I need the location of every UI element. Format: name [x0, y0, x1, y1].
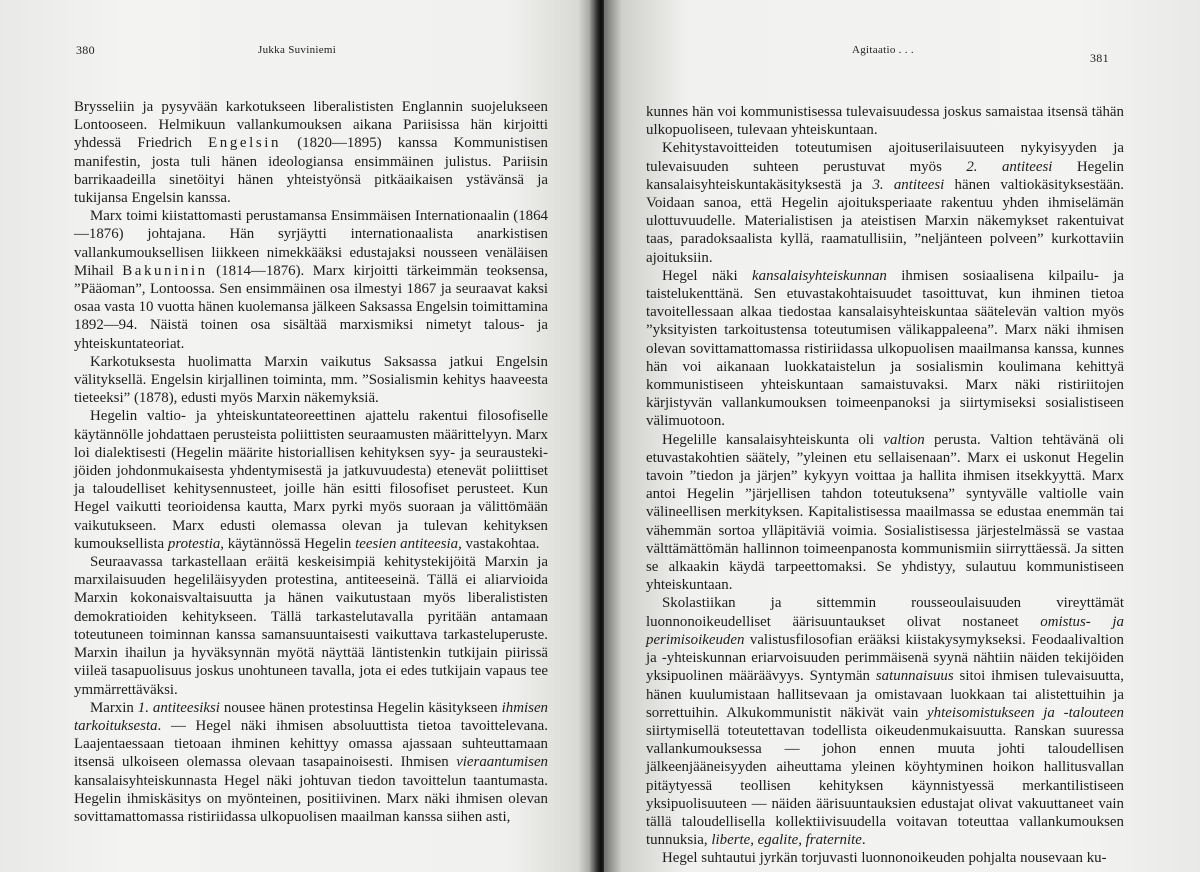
- italic-term: kansalaisyhteiskunnan: [752, 267, 887, 284]
- paragraph: Skolastiikan ja sittemmin rousseoulaisuuden vireyttämät luonnonoikeudelliset äärisuuntaukset olivat nostaneet omistus- ja perimisoikeuden valistusfilosofian erääksi kiistakysymykseksi. Feodaalivaltion ja -yhteiskunnan eriarvoisuuden perimmäisenä syynä nähtiin näiden tekijöiden yksipuolinen määräävyys. Syntymän satunnaisuus sitoi ihmisen tulevaisuutta, hänen kuulumistaan hallitsevaan ja omistavaan luokkaan tai alistettuihin ja sorrettuihin. Alkukommunistit näkivät vain yhteisomistukseen ja -talouteen siirtymisellä toteutettavan todellista oikeudenmukaisuutta. Ranskan suuressa vallankumouksessa — johon ennen muuta johti taloudellisen jälkeenjääneisyyden aiheuttama yleinen köyhtyminen hoikon hallitusvallan pitäytyessä teollisen kehityksen käynnistyessä merkantilistiseen yksipuolisuuteen — näiden äärisuuntauksien edustajat olivat vakuuttaneet vain tällä taloudellisella kollektiivisuudella voitavan toteuttaa vallankumouksen tunnuksia, liberte, egalite, fraternite.: [646, 595, 1124, 849]
- paragraph: Karkotuksesta huolimatta Marxin vaikutus Saksassa jatkui Engelsin välityksellä. Engelsin kirjallinen toiminta, mm. ”Sosialismin kehitys haaveesta tieteeksi” (1878), edusti myös Marxin näkemyksiä.: [74, 353, 548, 407]
- right-page: [604, 0, 1200, 872]
- paragraph: Seuraavassa tarkastellaan eräitä keskeisimpiä kehitystekijöitä Marxin ja marxilaisuuden hegeliläisyyden protestina, antiteeseinä. Tällä ei aliarvioida Marxin kokonaisvaltaisuutta ja hänen vaikutustaan myös liberalististen demokratioiden kehitykseen. Tällä tarkastelutavalla pyritään antamaan toteutuneen toiminnan kanssa samansuuntaisesti vaikuttava tarkasteluperuste. Marxin ihailun ja hyväksynnän myötä näyttää läntistenkin tutkijain piirissä viileä tasapuolisuus joskus unohtuneen tavalla, jota ei edes tutkijain vapaus tee ymmärrettäväksi.: [74, 554, 548, 698]
- running-title: Jukka Suviniemi: [258, 44, 337, 56]
- paragraph: Hegel näki kansalaisyhteiskunnan ihmisen sosiaalisena kilpailu- ja taistelukenttänä. Sen etuvastakohtaisuudet tasoittuvat, kun ihminen tietoa tavoitellessaan alkaa tiedostaa kansalaisyhteiskuntaa säätelevän valtion myös ”yksityisten tarkoitustensa toteutumisen välikappaleena”. Marx näki ihmisen olevan sovittamattomassa ristiriidassa ulkopuolisen maailmansa kanssa, kunnes hän voi aikanaan luokkataistelun ja sosialismin koulimana kehittyä kommunistiseen yhteiskuntaan samaistuvaksi. Marx näki ristiriitojen kärjistyvän vallankumouksen toimeenpanoksi ja siirtymiseksi sosialistiseen välimuotoon.: [646, 267, 1124, 430]
- paragraph: Marx toimi kiistattomasti perustamansa Ensimmäisen Internationaalin (1864—1876) johtajana. Hän syrjäytti internationaalista anarkistisen vallankumouksellisen liikkeen nimekkääksi edustajaksi nousseen venäläisen Mihail Bakuninin (1814—1876). Marx kirjoitti tärkeimmän teoksensa, ”Pääoman”, Lontoossa. Sen ensimmäinen osa ilmestyi 1867 ja seuraavat kaksi osaa vasta 10 vuotta hänen kuolemansa jälkeen Saksassa Engelsin toimittamina 1892—94. Näistä toinen osa sisältää marxismiksi nimetyt talous- ja yhteiskuntateoriat.: [74, 208, 548, 352]
- italic-term: protestia: [167, 535, 221, 552]
- italic-term: vieraantumisen: [456, 754, 548, 771]
- body-text: [646, 103, 1124, 868]
- paragraph: Hegel suhtautui jyrkän torjuvasti luonnonoikeuden pohjalta nousevaan ku-: [662, 850, 1107, 867]
- left-page: [0, 0, 596, 872]
- paragraph: Hegelin valtio- ja yhteiskuntateoreettinen ajattelu rakentui filosofiselle käytännölle johdattaen perusteista poliittisten seuraamusten määrittelyyn. Marx loi dialektisesti (Hegelin määrite historiallisen kehityksen syy- ja seuraustekijöiden johdonmukaisesta yhdentymisestä ja jatkuvuudesta) etenevät poliittiset ja taloudelliset kehitysennusteet, joille hän esitti filosofiset perusteet. Kun Hegel vaikutti teorioidensa kautta, Marx pyrki myös suoraan ja välittömään vaikutukseen. Marx edusti olemassa olevan ja tulevan kehityksen kumouksellista protestia, käytännössä Hegelin teesien antiteesia, vastakohtaa.: [74, 408, 548, 552]
- spaced-name: Bakuninin: [122, 262, 208, 279]
- italic-term: ihmisen tarkoituksesta: [74, 699, 548, 734]
- paragraph: kunnes hän voi kommunistisessa tulevaisuudessa joskus samaistaa itsensä tähän ulkopuoliseen, tulevaan yhteiskuntaan.: [646, 104, 1124, 139]
- italic-term: valtion: [883, 431, 925, 448]
- italic-term: omistus- ja perimisoikeuden: [646, 613, 1124, 648]
- paragraph: Kehitystavoitteiden toteutumisen ajoituserilaisuuteen nykyisyyden ja tulevaisuuden suhteen perustuvat myös 2. antiteesi Hegelin kansalaisyhteiskuntakäsityksestä ja 3. antiteesi hänen valtiokäsityksestään. Voidaan sanoa, että Hegelin ajoituksperiaate rakentuu yhden ihmiselämän ulottuvuudelle. Materialistisen ja ateistisen Marxin näkemykset rakentuivat taas, paradoksaalista kyllä, raamatullisiin, ”neljänteen polveen” kurkottaviin ajoituksiin.: [646, 140, 1125, 266]
- page-number: 381: [1090, 51, 1109, 65]
- paragraph: Hegelille kansalaisyhteiskunta oli valtion perusta. Valtion tehtävänä oli etuvastakohtien säätely, ”yleinen etu sellaisenaan”. Marx ei uskonut Hegelin tavoin ”tiedon ja järjen” kykyyn voittaa ja hallita ihmisen itsekkyyttä. Marx antoi Hegelin ”järjellisen tahdon toteutuksena” syntyvälle valtiolle vain välineellisen merkityksen. Kapitalistisessa maailmassa se edustaa enemmän tai vähemmän sortoa ylläpitäviä voimia. Sosialistisessa järjestelmässä se vastaa välttämättömän hallinnon toimeenpanosta kommunismiin siirryttäessä. Ja sitten se alkaakin käydä tarpeettomaksi. Se yhdistyy, sulautuu kommunistiseen yhteiskuntaan.: [646, 431, 1125, 594]
- body-text: [74, 98, 548, 826]
- running-title: Agitaatio . . .: [852, 44, 914, 56]
- italic-term: 2. antiteesi: [966, 158, 1053, 175]
- italic-term: satunnaisuus: [875, 668, 954, 685]
- paragraph: Brysseliin ja pysyvään karkotukseen liberalististen Englannin suojelukseen Lontooseen. Helmikuun vallankumouksen aikana Pariisissa hän kirjoitti yhdessä Friedrich Engelsin (1820—1895) kanssa Kommunistisen manifestin, josta tuli hänen ideologiansa ensimmäinen julistus. Pariisin barrikaadeilla sinetöityi hänen yhteistyönsä pitkäaikaisen ystävänsä ja tukijansa Engelsin kanssa.: [74, 99, 548, 207]
- page-number: 380: [76, 43, 95, 57]
- italic-term: yhteisomistukseen ja -talouteen: [927, 704, 1124, 721]
- italic-term: liberte, egalite, fraternite: [711, 832, 862, 849]
- italic-term: 1. antiteesiksi: [137, 699, 220, 716]
- italic-term: 3. antiteesi: [872, 176, 945, 193]
- spaced-name: Engelsin: [208, 135, 282, 152]
- italic-term: teesien antiteesia: [355, 535, 459, 552]
- paragraph: Marxin 1. antiteesiksi nousee hänen protestinsa Hegelin käsitykseen ihmisen tarkoituksesta. — Hegel näki ihmisen absoluuttista tietoa tavoittelevana. Laajentaessaan tietoaan ihminen kehittyy omassa ajassaan suhteuttamaan itsensä ulkoiseen olemassa olevaan tasapainoisesti. Ihmisen vieraantumisen kansalaisyhteiskunnasta Hegel näki johtuvan tiedon tavoittelun taantumasta. Hegelin ihmiskäsitys on myönteinen, positiivinen. Marx näki ihmisen olevan sovittamattomassa ristiriidassa ulkopuolisen maailman kanssa siihen asti,: [74, 699, 548, 825]
